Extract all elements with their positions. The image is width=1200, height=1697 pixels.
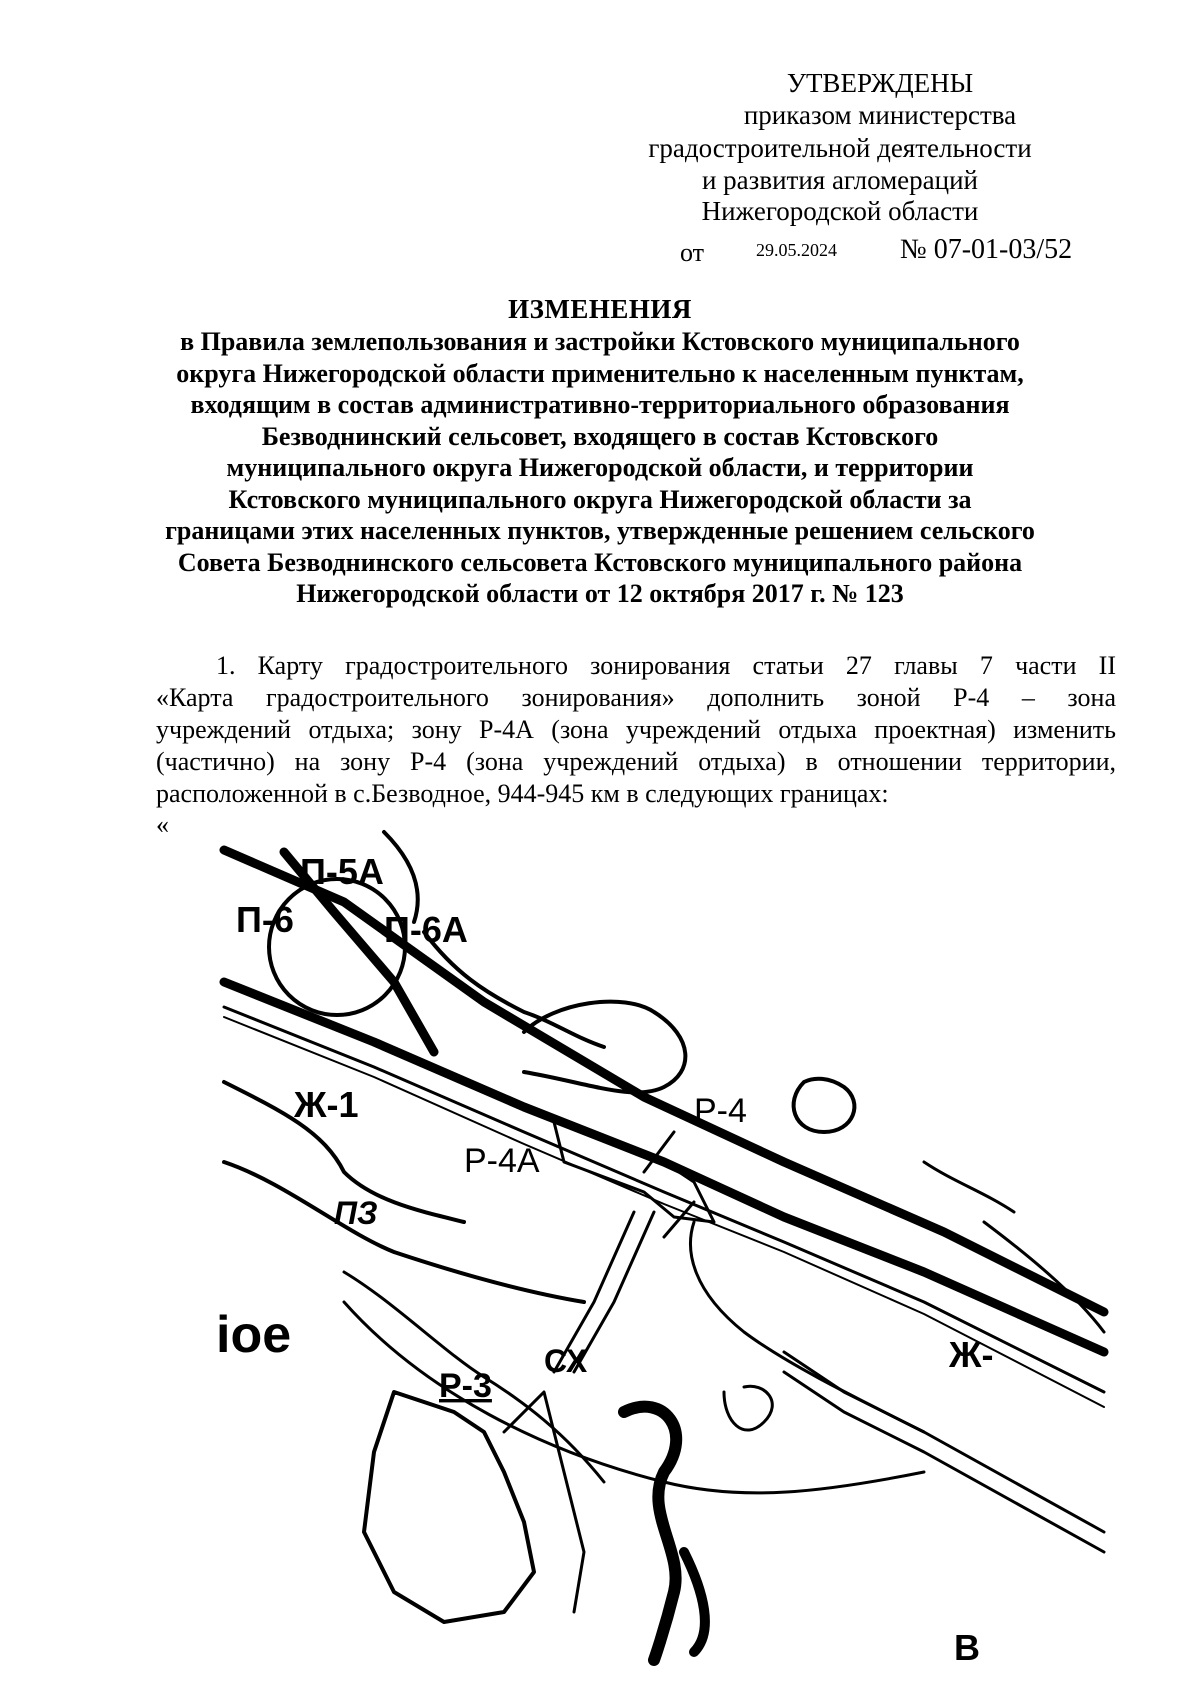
- local-road: [784, 1352, 1104, 1532]
- title-line: округа Нижегородской области применительно к населенным пунктам,: [176, 358, 1024, 388]
- document-title: [120, 292, 1080, 610]
- map-label-p4a: Р-4А: [464, 1142, 540, 1180]
- title-line: Совета Безводнинского сельсовета Кстовского муниципального района: [177, 547, 1023, 577]
- zoning-map-fragment: [216, 832, 1104, 1668]
- paragraph-line: расположенной в с.Безводное, 944-945 км в следующих границах:: [156, 779, 889, 808]
- title-line: входящим в состав административно-территориального образования: [190, 390, 1010, 419]
- title-line: Безводнинский сельсовет, входящего в состав Кстовского: [261, 421, 939, 451]
- map-label-zh1: Ж-1: [294, 1084, 359, 1125]
- highway-line: [224, 982, 1104, 1352]
- heavy-boundary: [624, 1407, 676, 1660]
- approval-line: Нижегородской области: [701, 196, 979, 226]
- paragraph-line: 1. Карту градостроительного зонирования статьи 27 главы 7 части II: [216, 651, 1116, 680]
- document-heading: ИЗМЕНЕНИЯ: [508, 294, 692, 324]
- map-label-p6: П-6: [236, 899, 294, 940]
- title-line: в Правила землепользования и застройки Кстовского муниципального: [180, 327, 1020, 356]
- zone-boundary: [724, 1386, 772, 1430]
- approval-line: приказом министерства: [743, 100, 1017, 130]
- paragraph-line: «Карта градостроительного зонирования» дополнить зоной Р-4 – зона: [156, 683, 1116, 712]
- order-date: 29.05.2024: [756, 240, 837, 260]
- approval-line: и развития агломераций: [701, 165, 978, 195]
- approval-title: УТВЕРЖДЕНЫ: [786, 68, 974, 98]
- body-paragraph: [156, 650, 1116, 810]
- map-label-p6a: П-6А: [384, 909, 468, 950]
- zone-boundary: [924, 1162, 1014, 1212]
- approval-line: градостроительной деятельности: [648, 133, 1032, 163]
- order-reference: [680, 234, 1100, 268]
- zone-boundary: [224, 1162, 584, 1302]
- local-road: [784, 1372, 1104, 1552]
- title-line: Кстовского муниципального округа Нижегородской области за: [228, 484, 972, 514]
- map-label-pz: ПЗ: [334, 1195, 378, 1231]
- opening-quote: «: [156, 810, 169, 839]
- paragraph-line: учреждений отдыха; зону Р-4А (зона учреждений отдыха проектная) изменить: [156, 715, 1116, 744]
- order-number: № 07-01-03/52: [900, 234, 1073, 265]
- map-label-sx: СХ: [544, 1343, 588, 1379]
- heavy-boundary: [684, 1552, 705, 1652]
- map-label-zh: Ж-: [949, 1334, 994, 1375]
- map-label-p5a: П-5А: [300, 851, 384, 892]
- map-label-p4: Р-4: [694, 1092, 747, 1130]
- title-line: Нижегородской области от 12 октября 2017 г. № 123: [296, 579, 904, 608]
- map-label-ioe: ioe: [216, 1306, 292, 1364]
- map-label-v: В: [954, 1627, 980, 1668]
- zone-boundary: [794, 1079, 855, 1132]
- map-label-p3: Р-3: [439, 1367, 492, 1405]
- zoning-map-drawing: [216, 832, 1104, 1668]
- railway-line: [224, 850, 1104, 1312]
- order-from-label: от: [680, 238, 705, 267]
- title-line: муниципального округа Нижегородской области, и территории: [226, 453, 974, 482]
- zone-boundary: [344, 1302, 924, 1493]
- paragraph-line: (частично) на зону Р-4 (зона учреждений отдыха) в отношении территории,: [156, 747, 1116, 776]
- title-line: границами этих населенных пунктов, утвержденные решением сельского: [165, 516, 1035, 545]
